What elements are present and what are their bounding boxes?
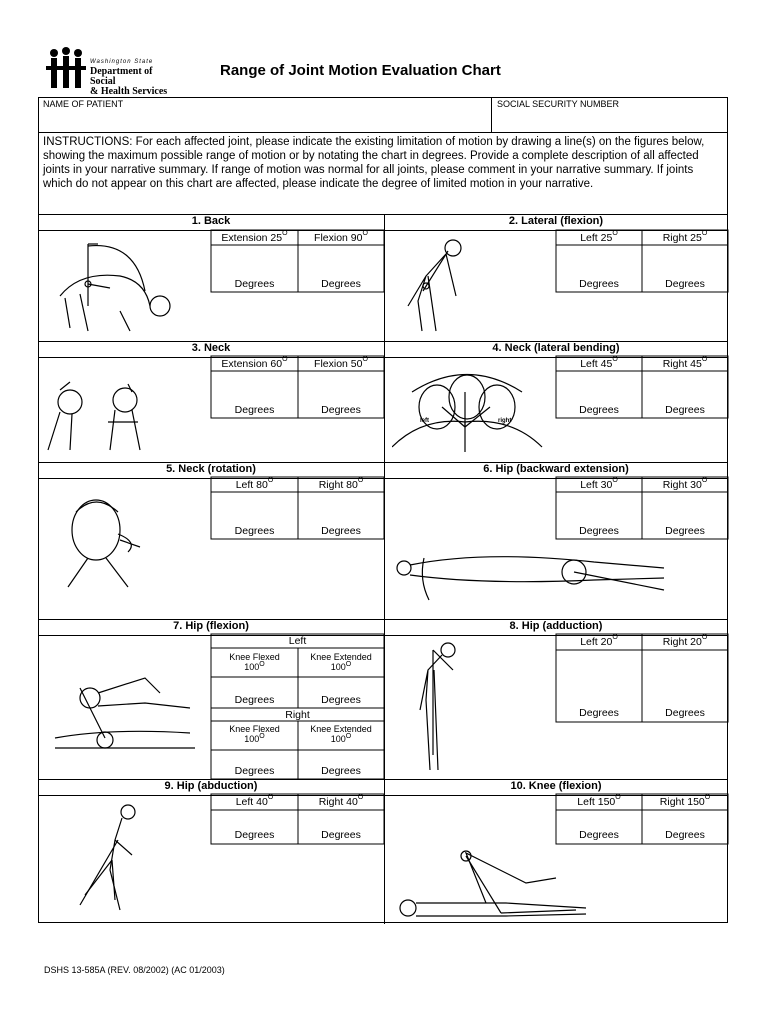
s9-col2-header: Right $40^O$ bbox=[318, 794, 364, 808]
neck-lateral-bending-figure bbox=[392, 362, 552, 457]
s3-col1-degrees[interactable]: Degrees bbox=[234, 404, 275, 416]
section-7-title: 7. Hip (flexion) bbox=[173, 620, 249, 632]
s8-col2-header: Right $20^O$ bbox=[662, 634, 708, 648]
s7-right-extended-degrees[interactable]: Degrees bbox=[321, 765, 361, 777]
section-8-title: 8. Hip (adduction) bbox=[509, 620, 603, 632]
s4-col2-header: Right $45^O$ bbox=[662, 356, 708, 370]
s3-col1-header: Extension $60^O$ bbox=[221, 356, 288, 370]
s6-col2-degrees[interactable]: Degrees bbox=[665, 525, 705, 537]
agency-state: Washington State bbox=[90, 59, 154, 65]
s2-col2-degrees[interactable]: Degrees bbox=[665, 278, 705, 290]
section-1-title: 1. Back bbox=[191, 215, 231, 227]
s7-right-knee-extended: Knee Extended $100^O$ bbox=[310, 724, 372, 744]
s1-col2-header: Flexion $90^O$ bbox=[314, 230, 368, 244]
s1-col2-degrees[interactable]: Degrees bbox=[321, 278, 361, 290]
s7-right-flexed-degrees[interactable]: Degrees bbox=[234, 765, 275, 777]
s7-left-knee-extended: Knee Extended $100^O$ bbox=[310, 652, 372, 672]
s2-col2-header: Right $25^O$ bbox=[662, 230, 708, 244]
s7-left-knee-flexed: Knee Flexed $100^O$ bbox=[229, 652, 280, 672]
back-flexion-figure bbox=[50, 236, 200, 336]
agency-line1: Department of Social bbox=[90, 66, 153, 87]
s10-col1-header: Left $150^O$ bbox=[577, 794, 621, 808]
s5-col1-degrees[interactable]: Degrees bbox=[234, 525, 275, 537]
section-5-title: 5. Neck (rotation) bbox=[166, 463, 256, 475]
s4-col1-header: Left $45^O$ bbox=[580, 356, 618, 370]
s2-col1-header: Left $25^O$ bbox=[580, 230, 618, 244]
page-title: Range of Joint Motion Evaluation Chart bbox=[220, 62, 501, 79]
s10-col2-header: Right $150^O$ bbox=[659, 794, 711, 808]
s6-col2-header: Right $30^O$ bbox=[662, 477, 708, 491]
s8-col1-header: Left $20^O$ bbox=[580, 634, 618, 648]
s7-left-extended-degrees[interactable]: Degrees bbox=[321, 694, 361, 706]
ssn-label: SOCIAL SECURITY NUMBER bbox=[497, 99, 620, 109]
agency-line2: & Health Services bbox=[90, 86, 168, 97]
s6-col1-degrees[interactable]: Degrees bbox=[579, 525, 619, 537]
instructions-text: INSTRUCTIONS: For each affected joint, please indicate the existing limitation of motion by drawing a line(s) on the figures below, showing the maximum possible range of motion or by notating the chart in degrees. Provide a complete description of all affected joints in your narrative summary. If range of motion was normal for all joints, please comment in your narrative summary. If joints which do not appear on this chart are affected, please indicate the degree of limited motion in your narrative. bbox=[43, 136, 705, 190]
s2-col1-degrees[interactable]: Degrees bbox=[579, 278, 619, 290]
hip-adduction-figure bbox=[408, 640, 468, 775]
s5-col2-degrees[interactable]: Degrees bbox=[321, 525, 361, 537]
lateral-flexion-figure bbox=[398, 236, 473, 336]
s4-figure-right-label: right bbox=[498, 418, 512, 424]
section-10-title: 10. Knee (flexion) bbox=[510, 780, 602, 792]
section-3-title: 3. Neck bbox=[191, 342, 231, 354]
neck-extension-figure bbox=[40, 380, 150, 455]
s7-right-knee-flexed: Knee Flexed $100^O$ bbox=[229, 724, 280, 744]
s10-col1-degrees[interactable]: Degrees bbox=[579, 829, 619, 841]
form-number-footer: DSHS 13-585A (REV. 08/2002) (AC 01/2003) bbox=[44, 965, 225, 975]
s5-col1-header: Left $80^O$ bbox=[235, 477, 274, 491]
s5-col2-header: Right $80^O$ bbox=[318, 477, 364, 491]
section-2-title: 2. Lateral (flexion) bbox=[508, 215, 604, 227]
section-6-title: 6. Hip (backward extension) bbox=[483, 463, 629, 475]
patient-name-label: NAME OF PATIENT bbox=[43, 99, 124, 109]
section-9-title: 9. Hip (abduction) bbox=[164, 780, 258, 792]
hip-abduction-figure bbox=[60, 800, 160, 915]
s9-col2-degrees[interactable]: Degrees bbox=[321, 829, 361, 841]
s3-col2-degrees[interactable]: Degrees bbox=[321, 404, 361, 416]
hip-flexion-figure bbox=[50, 658, 200, 758]
knee-flexion-figure bbox=[396, 848, 596, 923]
s10-col2-degrees[interactable]: Degrees bbox=[665, 829, 705, 841]
s4-figure-left-label: left bbox=[420, 418, 429, 424]
section-4-title: 4. Neck (lateral bending) bbox=[492, 342, 620, 354]
hip-backward-extension-figure bbox=[394, 540, 674, 610]
s4-col1-degrees[interactable]: Degrees bbox=[579, 404, 619, 416]
s8-col2-degrees[interactable]: Degrees bbox=[665, 707, 705, 719]
s6-col1-header: Left $30^O$ bbox=[580, 477, 618, 491]
s1-col1-degrees[interactable]: Degrees bbox=[234, 278, 275, 290]
s8-col1-degrees[interactable]: Degrees bbox=[579, 707, 619, 719]
s7-right-header: Right bbox=[285, 709, 310, 721]
s9-col1-header: Left $40^O$ bbox=[235, 794, 274, 808]
s3-col2-header: Flexion $50^O$ bbox=[314, 356, 368, 370]
s4-col2-degrees[interactable]: Degrees bbox=[665, 404, 705, 416]
s7-left-header: Left bbox=[288, 635, 307, 647]
s1-col1-header: Extension $25^O$ bbox=[221, 230, 288, 244]
s7-left-flexed-degrees[interactable]: Degrees bbox=[234, 694, 275, 706]
s9-col1-degrees[interactable]: Degrees bbox=[234, 829, 275, 841]
neck-rotation-figure bbox=[58, 492, 168, 592]
